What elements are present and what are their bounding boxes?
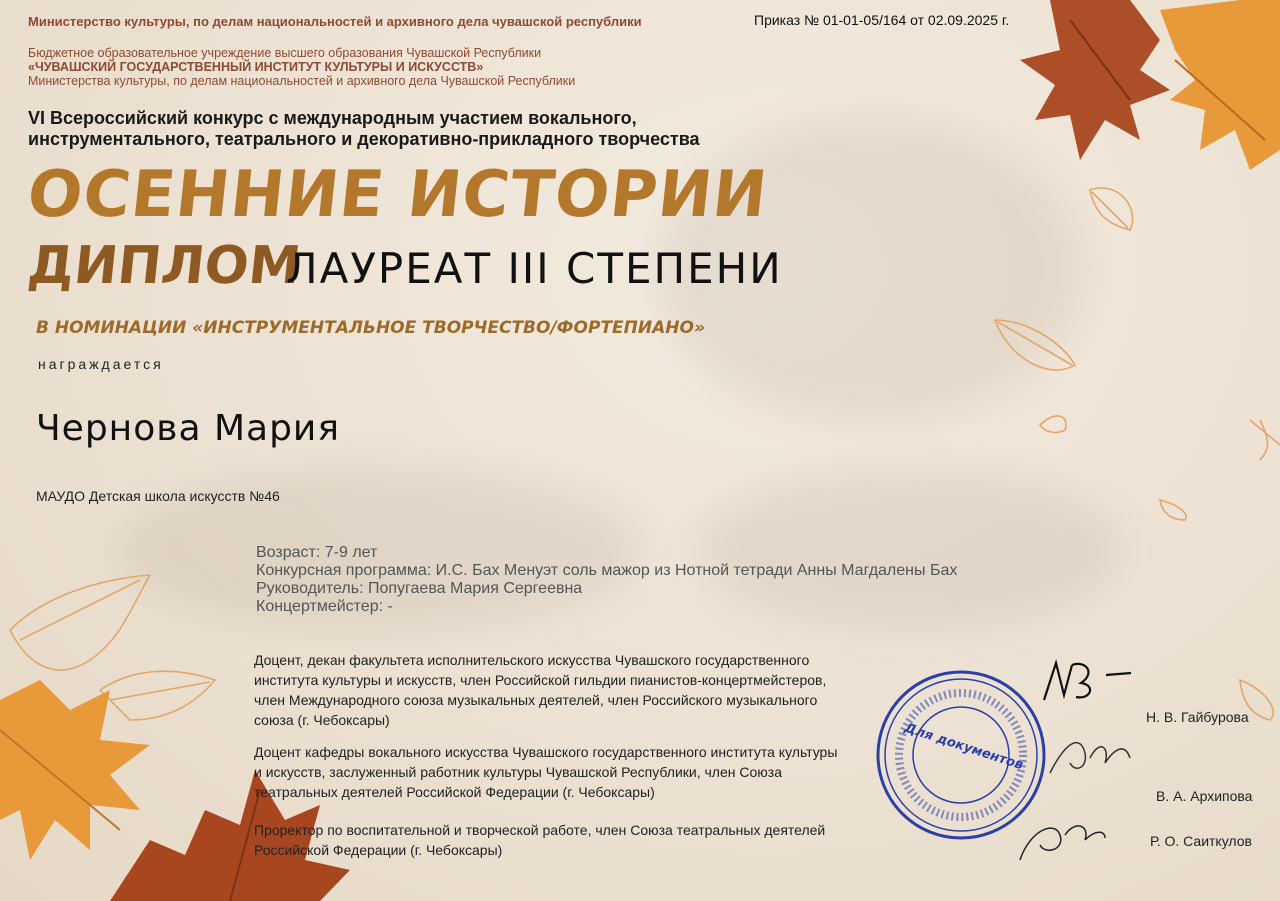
signatory-line: театральных деятелей Российской Федерации (г. Чебоксары) bbox=[254, 784, 655, 800]
signature-2 bbox=[1040, 728, 1140, 788]
signatory-1-name: Н. В. Гайбурова bbox=[1146, 709, 1249, 725]
autumn-leaves-top-right bbox=[1010, 0, 1280, 190]
signatory-3-name: Р. О. Саиткулов bbox=[1150, 833, 1252, 849]
signatory-line: Доцент, декан факультета исполнительского искусства Чувашского государственного bbox=[254, 652, 810, 668]
diploma-word: ДИПЛОМ bbox=[24, 236, 304, 296]
signatory-line: и искусств, заслуженный работник культуры Чувашской Республики, член Союза bbox=[254, 764, 782, 780]
nomination: В НОМИНАЦИИ «ИНСТРУМЕНТАЛЬНОЕ ТВОРЧЕСТВО/ФОРТЕПИАНО» bbox=[36, 318, 705, 338]
signatory-line: института культуры и искусств, член Российской гильдии пианистов-концертмейстеров, bbox=[254, 672, 827, 688]
laureate-degree: ЛАУРЕАТ III СТЕПЕНИ bbox=[286, 244, 783, 293]
institution-name: «ЧУВАШСКИЙ ГОСУДАРСТВЕННЫЙ ИНСТИТУТ КУЛЬТУРЫ И ИСКУССТВ» bbox=[28, 60, 484, 74]
institution-line: Бюджетное образовательное учреждение высшего образования Чувашской Республики bbox=[28, 46, 542, 60]
contest-line: инструментального, театрального и декоративно-прикладного творчества bbox=[28, 129, 700, 149]
signature-3 bbox=[1010, 800, 1110, 870]
signatory-line: член Международного союза музыкальных деятелей, член Российского музыкального bbox=[254, 692, 818, 708]
outline-leaves-right bbox=[980, 170, 1280, 730]
order-number: Приказ № 01-01-05/164 от 02.09.2025 г. bbox=[754, 12, 1010, 28]
signatory-2-title bbox=[254, 742, 837, 802]
contest-title: ОСЕННИЕ ИСТОРИИ bbox=[24, 158, 772, 232]
signature-1 bbox=[1036, 655, 1146, 715]
program-line: Конкурсная программа: И.С. Бах Менуэт соль мажор из Нотной тетради Анны Магдалены Бах bbox=[256, 562, 958, 579]
age-line: Возраст: 7-9 лет bbox=[256, 544, 378, 561]
contest-description bbox=[28, 108, 700, 150]
signatory-2-name: В. А. Архипова bbox=[1156, 788, 1253, 804]
signatory-line: союза (г. Чебоксары) bbox=[254, 712, 390, 728]
teacher-line: Руководитель: Попугаева Мария Сергеевна bbox=[256, 580, 583, 597]
stamp-text: Для документов bbox=[902, 720, 1025, 774]
signatory-line: Российской Федерации (г. Чебоксары) bbox=[254, 842, 503, 858]
school-name: МАУДО Детская школа искусств №46 bbox=[36, 488, 280, 504]
ministry-header: Министерство культуры, по делам национальностей и архивного дела чувашской республики bbox=[28, 14, 642, 29]
signatory-line: Проректор по воспитательной и творческой работе, член Союза театральных деятелей bbox=[254, 822, 826, 838]
signatory-line: Доцент кафедры вокального искусства Чувашского государственного института культуры bbox=[254, 744, 838, 760]
accompanist-line: Концертмейстер: - bbox=[256, 598, 393, 615]
contest-line: VI Всероссийский конкурс с международным участием вокального, bbox=[28, 108, 637, 128]
signatory-3-title bbox=[254, 820, 825, 860]
signatory-1-title bbox=[254, 650, 826, 730]
awarded-label: награждается bbox=[38, 356, 164, 372]
participant-details bbox=[256, 544, 957, 616]
recipient-name: Чернова Мария bbox=[36, 408, 340, 449]
institution-line: Министерства культуры, по делам национальностей и архивного дела Чувашской Республики bbox=[28, 74, 576, 88]
